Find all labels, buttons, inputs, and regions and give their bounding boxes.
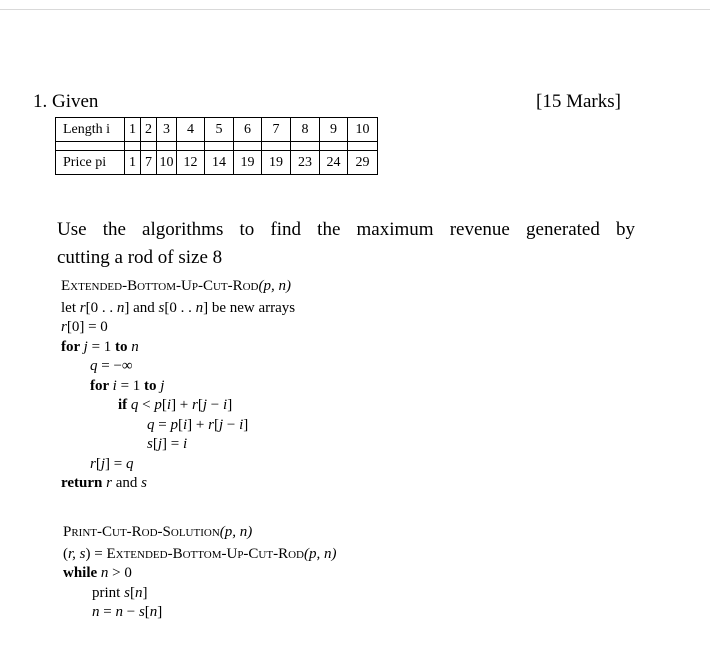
- code-token: s: [138, 604, 145, 620]
- code-token: for: [61, 338, 84, 355]
- pseudocode-line: [61, 474, 295, 494]
- pseudocode-line: [61, 435, 295, 455]
- pseudocode-line: [63, 564, 336, 584]
- code-token: n: [115, 604, 123, 620]
- algorithm-print-cut-rod: [63, 523, 336, 623]
- length-cell: 2: [141, 118, 157, 142]
- algorithm-title: [63, 523, 336, 543]
- question-number: 1.: [33, 91, 48, 112]
- length-cell: 4: [177, 118, 205, 142]
- code-token: ] +: [187, 416, 209, 433]
- length-cell: 10: [348, 118, 378, 142]
- code-token: (: [63, 545, 68, 562]
- code-token: while: [63, 565, 101, 581]
- code-token: = 1: [87, 338, 116, 355]
- code-token: ] =: [162, 436, 183, 452]
- code-token: s: [147, 436, 153, 452]
- code-token: [: [129, 584, 135, 601]
- code-token: i: [182, 416, 188, 433]
- pseudocode-line: [61, 338, 295, 358]
- price-cell: 23: [291, 151, 320, 175]
- code-token: [: [213, 416, 219, 433]
- code-token: q: [130, 397, 139, 413]
- code-token: n: [131, 338, 139, 355]
- length-cell: 3: [157, 118, 177, 142]
- code-token: > 0: [108, 565, 132, 581]
- code-token: ]: [157, 604, 163, 620]
- task-statement: [57, 216, 635, 272]
- code-token: q: [125, 455, 134, 472]
- algorithm-params: (p, n): [258, 278, 291, 294]
- code-token: j: [160, 377, 165, 394]
- pseudocode-line: [61, 377, 295, 397]
- code-token: and: [111, 475, 142, 491]
- pseudocode-line: [61, 396, 295, 416]
- price-row: [56, 151, 378, 175]
- code-token: j: [202, 397, 208, 413]
- length-cell: 6: [234, 118, 262, 142]
- pseudocode-line: [61, 357, 295, 377]
- code-token: ]: [142, 584, 148, 601]
- code-token: =: [99, 604, 116, 620]
- code-token: Extended-Bottom-Up-Cut-Rod: [106, 545, 304, 562]
- price-cell: 1: [125, 151, 141, 175]
- price-cell: 7: [141, 151, 157, 175]
- code-token: i: [223, 397, 228, 413]
- price-cell: 19: [262, 151, 291, 175]
- question-given: Given: [52, 91, 99, 112]
- code-token: q: [90, 358, 98, 374]
- algorithm-params: (p, n): [219, 524, 253, 540]
- code-token: n: [134, 584, 143, 601]
- code-token: let: [61, 299, 80, 316]
- code-token: [0 . .: [164, 299, 196, 316]
- algorithm-title: [61, 277, 295, 297]
- pseudocode-line: [61, 299, 295, 319]
- code-token: i: [239, 416, 244, 433]
- code-token: q: [147, 416, 155, 433]
- code-token: ) =: [85, 545, 107, 562]
- price-cell: 24: [320, 151, 348, 175]
- code-token: ]: [243, 416, 249, 433]
- code-token: r: [90, 455, 96, 472]
- top-divider: [0, 9, 710, 10]
- code-token: p: [154, 397, 162, 413]
- code-token: j: [218, 416, 224, 433]
- code-token: [: [197, 397, 203, 413]
- code-token: −: [207, 397, 224, 413]
- length-header: Length i: [56, 118, 125, 142]
- code-token: [: [152, 436, 158, 452]
- code-token: j: [83, 338, 88, 355]
- code-token: print: [92, 584, 125, 601]
- marks-label: [15 Marks]: [536, 91, 621, 112]
- code-token: ]: [227, 397, 233, 413]
- price-cell: 19: [234, 151, 262, 175]
- length-cell: 5: [205, 118, 234, 142]
- code-token: r: [61, 319, 67, 335]
- code-token: s: [124, 584, 130, 601]
- code-token: =: [154, 416, 171, 433]
- code-token: j: [157, 436, 163, 452]
- code-token: return: [61, 475, 107, 491]
- rod-price-table: [55, 117, 378, 175]
- code-token: r, s: [68, 545, 86, 562]
- code-token: <: [138, 397, 155, 413]
- code-token: ] and: [124, 299, 159, 316]
- code-token: = −∞: [97, 358, 133, 374]
- algorithm-extended-bottom-up: [61, 277, 295, 494]
- pseudocode-line: [63, 584, 336, 604]
- code-token: [0 . .: [85, 299, 117, 316]
- code-token: ] +: [171, 397, 193, 413]
- code-token: i: [166, 397, 172, 413]
- code-token: p: [170, 416, 178, 433]
- task-line: cutting a rod of size 8: [57, 247, 223, 268]
- pseudocode-line: [61, 416, 295, 436]
- code-token: n: [100, 565, 109, 581]
- code-token: −: [122, 604, 139, 620]
- code-token: n: [149, 604, 158, 620]
- code-token: to: [115, 338, 132, 355]
- code-token: for: [90, 377, 113, 394]
- task-line: Use the algorithms to find the maximum revenue generated by: [57, 219, 635, 240]
- price-header: Price pi: [56, 151, 125, 175]
- code-token: [: [161, 397, 167, 413]
- code-token: to: [144, 377, 161, 394]
- code-token: j: [100, 455, 106, 472]
- algorithm-name: Print-Cut-Rod-Solution: [63, 524, 220, 540]
- length-cell: 8: [291, 118, 320, 142]
- code-token: (p, n): [303, 545, 337, 562]
- code-token: [0] = 0: [66, 319, 108, 335]
- code-token: r: [79, 299, 86, 316]
- code-token: s: [141, 475, 147, 491]
- code-token: n: [195, 299, 204, 316]
- question-heading: [33, 91, 98, 113]
- code-token: s: [158, 299, 165, 316]
- price-cell: 14: [205, 151, 234, 175]
- price-cell: 29: [348, 151, 378, 175]
- algorithm-name: Extended-Bottom-Up-Cut-Rod: [61, 278, 259, 294]
- pseudocode-line: [63, 603, 336, 623]
- code-token: r: [192, 397, 198, 413]
- code-token: [: [95, 455, 101, 472]
- pseudocode-line: [61, 455, 295, 475]
- code-token: −: [223, 416, 240, 433]
- code-token: [: [144, 604, 150, 620]
- code-token: ] =: [105, 455, 126, 472]
- code-token: ] be new arrays: [203, 299, 296, 316]
- price-cell: 12: [177, 151, 205, 175]
- code-token: if: [118, 397, 131, 413]
- code-token: r: [208, 416, 214, 433]
- code-token: r: [106, 475, 112, 491]
- length-cell: 9: [320, 118, 348, 142]
- pseudocode-line: [61, 318, 295, 338]
- code-token: = 1: [116, 377, 145, 394]
- length-row: [56, 118, 378, 142]
- code-token: i: [182, 436, 188, 452]
- length-cell: 7: [262, 118, 291, 142]
- length-cell: 1: [125, 118, 141, 142]
- code-token: n: [116, 299, 125, 316]
- code-token: i: [112, 377, 117, 394]
- pseudocode-line: [63, 545, 336, 565]
- code-token: [: [177, 416, 183, 433]
- code-token: n: [92, 604, 100, 620]
- price-cell: 10: [157, 151, 177, 175]
